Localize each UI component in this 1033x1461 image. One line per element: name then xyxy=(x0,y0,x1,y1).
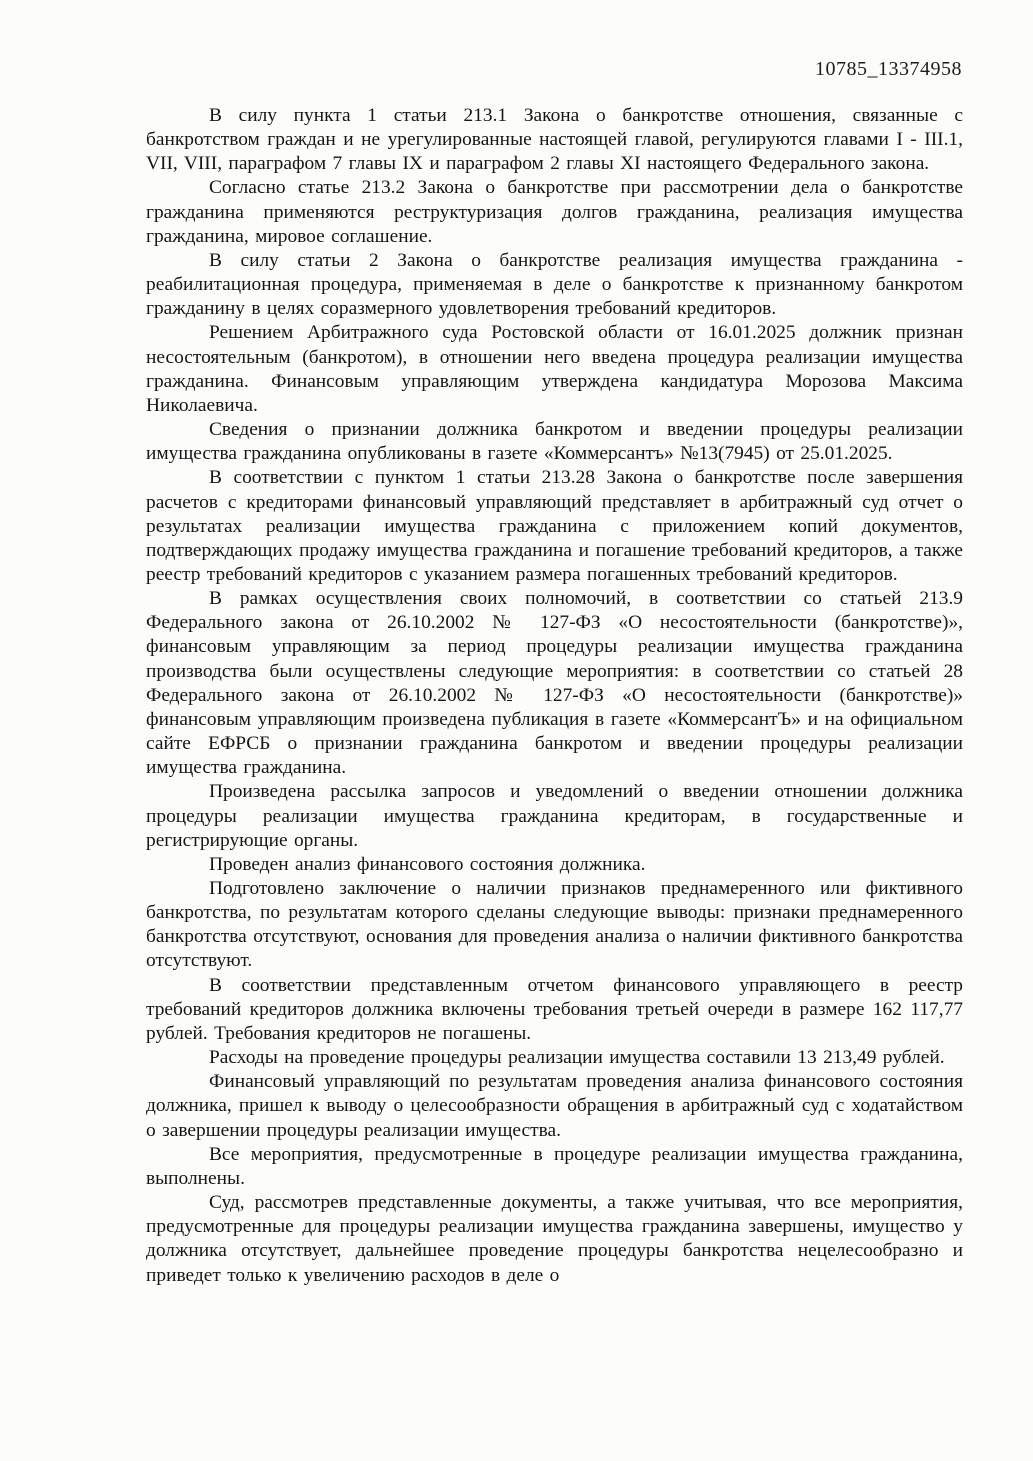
body-paragraph: Проведен анализ финансового состояния должника. xyxy=(209,853,646,875)
document-body xyxy=(146,104,963,1288)
body-paragraph: Решением Арбитражного суда Ростовской области от 16.01.2025 должник признан несостоятельным (банкротом), в отношении него введена процедура реализации имущества гражданина. Финансовым управляющим утверждена кандидатура Морозова Максима Николаевича. xyxy=(146,322,963,416)
document-number: 10785_13374958 xyxy=(815,58,962,80)
body-paragraph: В силу пункта 1 статьи 213.1 Закона о банкротстве отношения, связанные с банкротством граждан и не урегулированные настоящей главой, регулируются главами I - III.1, VII, VIII, параграфом 7 главы IX и параграфом 2 главы XI настоящего Федерального закона. xyxy=(146,105,963,175)
body-paragraph: В соответствии представленным отчетом финансового управляющего в реестр требований кредиторов должника включены требования третьей очереди в размере 162 117,77 рублей. Требования кредиторов не погашены. xyxy=(146,974,963,1044)
body-paragraph: Согласно статье 213.2 Закона о банкротстве при рассмотрении дела о банкротстве гражданина применяются реструктуризация долгов гражданина, реализация имущества гражданина, мировое соглашение. xyxy=(146,177,963,247)
body-paragraph: Финансовый управляющий по результатам проведения анализа финансового состояния должника, пришел к выводу о целесообразности обращения в арбитражный суд с ходатайством о завершении процедуры реализации имущества. xyxy=(146,1071,963,1141)
body-paragraph: Сведения о признании должника банкротом и введении процедуры реализации имущества гражданина опубликованы в газете «Коммерсантъ» №13(7945) от 25.01.2025. xyxy=(146,419,963,465)
body-paragraph: В рамках осуществления своих полномочий, в соответствии со статьей 213.9 Федерального закона от 26.10.2002 № 127-ФЗ «О несостоятельности (банкротстве)», финансовым управляющим за период процедуры реализации имущества гражданина производства были осуществлены следующие мероприятия: в соответствии со статьей 28 Федерального закона от 26.10.2002 № 127-ФЗ «О несостоятельности (банкротстве)» финансовым управляющим произведена публикация в газете «КоммерсантЪ» и на официальном сайте ЕФРСБ о признании гражданина банкротом и введении процедуры реализации имущества гражданина. xyxy=(146,588,963,779)
body-paragraph: Произведена рассылка запросов и уведомлений о введении отношении должника процедуры реализации имущества гражданина кредиторам, в государственные и регистрирующие органы. xyxy=(146,781,963,851)
body-paragraph: Расходы на проведение процедуры реализации имущества составили 13 213,49 рублей. xyxy=(209,1047,945,1069)
body-paragraph: Суд, рассмотрев представленные документы, а также учитывая, что все мероприятия, предусмотренные для процедуры реализации имущества гражданина завершены, имущество у должника отсутствует, дальнейшее проведение процедуры банкротства нецелесообразно и приведет только к увеличению расходов в деле о xyxy=(146,1192,963,1286)
body-paragraph: В соответствии с пунктом 1 статьи 213.28 Закона о банкротстве после завершения расчетов с кредиторами финансовый управляющий представляет в арбитражный суд отчет о результатах реализации имущества гражданина с приложением копий документов, подтверждающих продажу имущества гражданина и погашение требований кредиторов, а также реестр требований кредиторов с указанием размера погашенных требований кредиторов. xyxy=(146,467,963,585)
body-paragraph: Все мероприятия, предусмотренные в процедуре реализации имущества гражданина, выполнены. xyxy=(146,1143,963,1189)
body-paragraph: В силу статьи 2 Закона о банкротстве реализация имущества гражданина - реабилитационная процедура, применяемая в деле о банкротстве к признанному банкротом гражданину в целях соразмерного удовлетворения требований кредиторов. xyxy=(146,249,963,320)
body-paragraph: Подготовлено заключение о наличии признаков преднамеренного или фиктивного банкротства, по результатам которого сделаны следующие выводы: признаки преднамеренного банкротства отсутствуют, основания для проведения анализа о наличии фиктивного банкротства отсутствуют. xyxy=(146,878,963,972)
